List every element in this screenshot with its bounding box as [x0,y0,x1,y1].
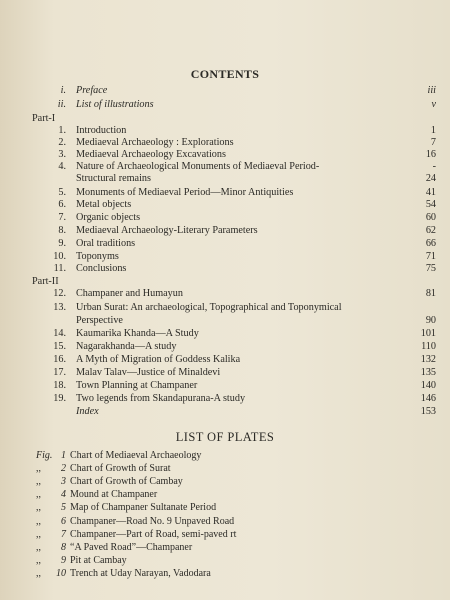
toc-page-number: 60 [425,212,436,223]
plate-number: 6 [61,516,66,527]
toc-entry-title: Malav Talav—Justice of Minaldevi [76,367,221,378]
toc-number: 11. [53,263,66,274]
plate-number: 7 [61,529,66,540]
plate-title: Mound at Champaner [70,489,158,500]
toc-page-number: 66 [425,238,436,249]
toc-number: 13. [53,302,66,313]
toc-row [0,237,450,250]
plate-title: Champaner—Road No. 9 Unpaved Road [70,516,235,527]
toc-page-number: 24 [425,173,436,184]
toc-number: 15. [53,341,66,352]
toc-entry-title: Preface [76,85,108,96]
toc-row [0,314,450,327]
toc-entry-title: Introduction [76,125,127,136]
toc-entry-title: Conclusions [76,263,127,274]
toc-row [0,366,450,379]
toc-entry-title: Champaner and Humayun [76,288,183,299]
toc-row [0,379,450,392]
plate-row [0,554,450,567]
toc-entry-title: Metal objects [76,199,132,210]
part-2-label: Part-II [32,276,59,287]
toc-entry-title: Index [76,406,99,417]
toc-entry-title: Nature of Archaeological Monuments of Mediaeval Period- [76,161,320,172]
toc-row [0,172,450,185]
plate-number: 8 [61,542,66,553]
toc-row [0,287,450,300]
toc-entry-title: Mediaeval Archaeology Excavations [76,149,226,160]
toc-entry-title: Nagarakhanda—A study [76,341,177,352]
plate-row [0,567,450,580]
plate-title: Map of Champaner Sultanate Period [70,502,217,513]
toc-number: 12. [53,288,66,299]
toc-entry-title: Structural remains [76,173,151,184]
toc-number: 9. [58,238,66,249]
toc-entry-title: Toponyms [76,251,119,262]
toc-number: 19. [53,393,66,404]
toc-row [0,211,450,224]
plate-number: 4 [61,489,66,500]
toc-number: 8. [58,225,66,236]
plate-title: Pit at Cambay [70,555,127,566]
toc-row [0,198,450,211]
toc-number: 1. [58,125,66,136]
toc-page-number: 41 [425,187,436,198]
plate-row [0,515,450,528]
toc-row [0,327,450,340]
plate-prefix: ,, [36,516,41,527]
toc-entry-title: Monuments of Mediaeval Period—Minor Antiquities [76,187,294,198]
plate-prefix: ,, [36,476,41,487]
plates-title: LIST OF PLATES [175,430,275,444]
toc-row [0,224,450,237]
plate-prefix: ,, [36,555,41,566]
toc-number: i. [60,85,66,96]
toc-page-number: 16 [425,149,436,160]
toc-number: 5. [58,187,66,198]
toc-entry-title: Urban Surat: An archaeological, Topographical and Toponymical [76,302,342,313]
toc-row [0,340,450,353]
toc-page-number: v [431,99,436,110]
toc-page-number: 54 [425,199,436,210]
toc-page-number: 110 [421,341,436,352]
toc-page-number: 81 [425,288,436,299]
plate-prefix: ,, [36,529,41,540]
toc-number: 16. [53,354,66,365]
plate-title: Chart of Growth of Surat [70,463,171,474]
toc-page-number: 146 [420,393,436,404]
toc-page-number: iii [427,85,436,96]
toc-number: 3. [58,149,66,160]
toc-entry-title: Organic objects [76,212,141,223]
toc-number: 7. [58,212,66,223]
toc-page-number: 90 [425,315,436,326]
toc-number: 18. [53,380,66,391]
plate-number: 5 [61,502,66,513]
toc-entry-title: A Myth of Migration of Goddess Kalika [76,354,241,365]
toc-page-number: 132 [420,354,436,365]
toc-page-number: 101 [420,328,436,339]
plate-number: 10 [56,568,66,579]
plate-prefix: Fig. [36,450,53,461]
plate-row [0,528,450,541]
toc-entry-title: Kaumarika Khanda—A Study [76,328,199,339]
plate-number: 9 [61,555,66,566]
toc-page-number: 153 [420,406,436,417]
toc-number: 14. [53,328,66,339]
plate-prefix: ,, [36,568,41,579]
toc-row [0,353,450,366]
plate-prefix: ,, [36,502,41,513]
toc-number: 4. [58,161,66,172]
plate-row [0,475,450,488]
toc-row [0,405,450,418]
toc-entry-title: Mediaeval Archaeology : Explorations [76,137,234,148]
toc-number: ii. [57,99,66,110]
toc-number: 17. [53,367,66,378]
toc-row [0,392,450,405]
contents-title: CONTENTS [190,67,260,81]
toc-entry-title: Perspective [76,315,123,326]
plate-title: Champaner—Part of Road, semi-paved rt [70,529,237,540]
toc-row [0,98,450,111]
plate-row [0,462,450,475]
plate-prefix: ,, [36,489,41,500]
plate-prefix: ,, [36,463,41,474]
plate-row [0,501,450,514]
plate-row [0,488,450,501]
toc-page-number: 7 [430,137,436,148]
plate-number: 3 [61,476,66,487]
toc-number: 2. [58,137,66,148]
plate-number: 1 [61,450,66,461]
plate-title: Trench at Uday Narayan, Vadodara [70,568,211,579]
plate-title: Chart of Growth of Cambay [70,476,183,487]
toc-row [0,301,450,314]
toc-page-number: 71 [425,251,436,262]
part-1-label: Part-I [32,113,56,124]
toc-page-number: 140 [420,380,436,391]
toc-entry-title: Oral traditions [76,238,136,249]
toc-page-number: 75 [425,263,436,274]
plate-row [0,449,450,462]
toc-row [0,262,450,275]
toc-page-number: 1 [430,125,436,136]
toc-page-number: 62 [425,225,436,236]
toc-row [0,84,450,97]
toc-entry-title: List of illustrations [76,99,154,110]
toc-entry-title: Mediaeval Archaeology-Literary Parameters [76,225,258,236]
toc-page-number: 135 [420,367,436,378]
plate-row [0,541,450,554]
toc-page-number: - [432,161,436,172]
plate-title: Chart of Mediaeval Archaeology [70,450,202,461]
toc-entry-title: Town Planning at Champaner [76,380,198,391]
toc-number: 6. [58,199,66,210]
toc-number: 10. [53,251,66,262]
plate-title: “A Paved Road”—Champaner [70,542,193,553]
plate-number: 2 [61,463,66,474]
toc-entry-title: Two legends from Skandapurana-A study [76,393,246,404]
plate-prefix: ,, [36,542,41,553]
